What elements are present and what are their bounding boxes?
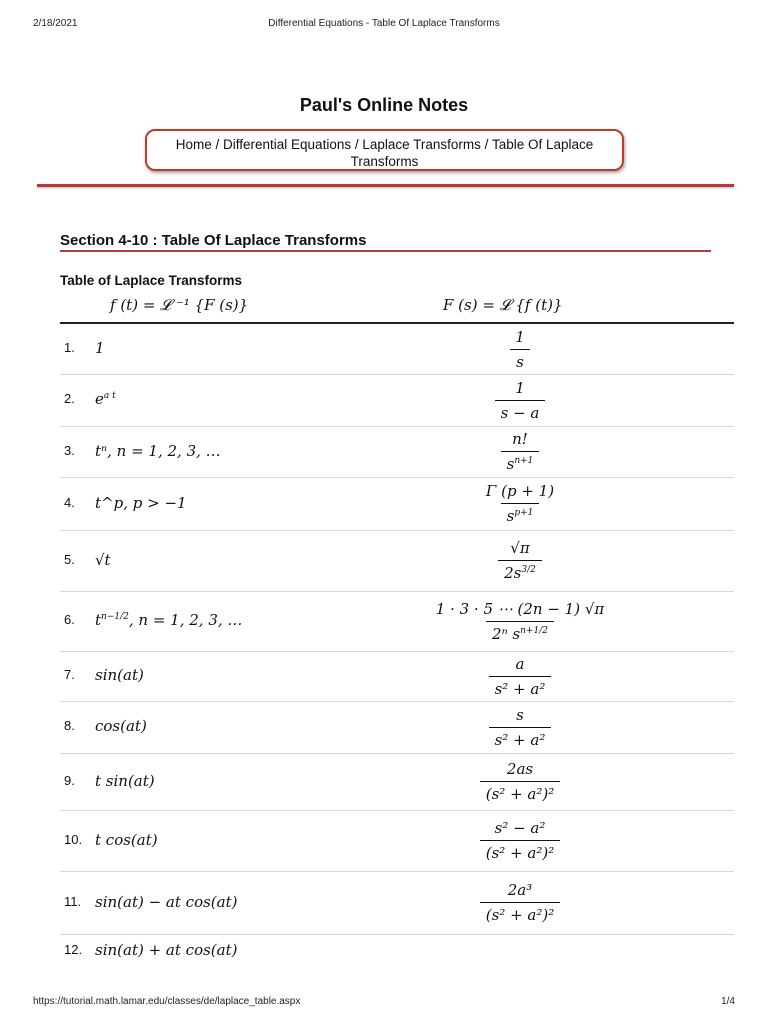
fraction-denominator: s² + a² xyxy=(489,676,552,698)
print-url: https://tutorial.math.lamar.edu/classes/de/laplace_table.aspx xyxy=(33,996,301,1007)
fs-expression xyxy=(430,426,610,477)
table-row xyxy=(60,374,734,427)
fs-expression xyxy=(430,591,610,651)
fraction xyxy=(509,328,531,371)
fraction-denominator: (s² + a²)² xyxy=(480,781,561,803)
fs-expression xyxy=(430,810,610,871)
fraction-denominator: s² + a² xyxy=(489,727,552,749)
ft-expression: $e^{a t}$ xyxy=(95,390,116,408)
fraction xyxy=(430,600,611,643)
row-number: 5. xyxy=(64,552,75,567)
print-date: 2/18/2021 xyxy=(33,18,78,29)
fraction-numerator: 1 xyxy=(515,378,525,397)
fraction-numerator: 1 · 3 · 5 ⋯ (2n − 1) √π xyxy=(435,599,605,618)
fraction-numerator: 1 xyxy=(515,327,525,346)
breadcrumb-laplace-transforms[interactable]: Laplace Transforms xyxy=(362,137,481,152)
ft-expression: $t^{n-1/2}$, n = 1, 2, 3, … xyxy=(95,611,243,629)
row-number: 4. xyxy=(64,495,75,510)
fraction-numerator: √π xyxy=(510,539,530,557)
row-number: 6. xyxy=(64,612,75,627)
ft-expression: sin(at) xyxy=(95,666,144,684)
fraction xyxy=(480,482,560,525)
fraction xyxy=(498,539,542,582)
row-number: 8. xyxy=(64,718,75,733)
print-page-number: 1/4 xyxy=(721,996,735,1007)
fraction-denominator: (s² + a²)² xyxy=(480,902,561,924)
table-row xyxy=(60,701,734,754)
fraction-denominator: s − a xyxy=(495,400,546,422)
fraction-numerator: s xyxy=(516,705,524,724)
fraction-denominator: 2ⁿ $s^{n+1/2}$ xyxy=(486,621,554,643)
fraction-numerator: n! xyxy=(512,430,528,448)
ft-expression: t sin(at) xyxy=(95,772,155,790)
fs-expression xyxy=(430,753,610,810)
breadcrumb xyxy=(145,129,624,171)
fs-expression xyxy=(430,324,610,374)
breadcrumb-separator: / xyxy=(211,137,223,152)
table-row xyxy=(60,426,734,478)
fs-expression xyxy=(430,530,610,591)
fraction-denominator: s xyxy=(510,349,530,371)
ft-expression: t cos(at) xyxy=(95,831,158,849)
breadcrumb-differential-equations[interactable]: Differential Equations xyxy=(223,137,352,152)
fs-expression xyxy=(430,651,610,701)
fraction-numerator: a xyxy=(515,654,525,673)
table-row xyxy=(60,753,734,811)
ft-expression: sin(at) − at cos(at) xyxy=(95,893,238,911)
fraction-denominator: $s^{p+1}$ xyxy=(501,503,540,525)
breadcrumb-separator: / xyxy=(480,137,492,152)
table-row xyxy=(60,530,734,592)
row-number: 12. xyxy=(64,942,83,957)
row-number: 1. xyxy=(64,340,75,355)
fraction-numerator: s² − a² xyxy=(494,819,546,837)
row-number: 7. xyxy=(64,667,75,682)
fraction xyxy=(480,819,561,862)
fraction xyxy=(480,760,561,803)
fs-expression xyxy=(430,374,610,426)
row-number: 9. xyxy=(64,773,75,788)
breadcrumb-current: Table Of Laplace Transforms xyxy=(350,137,594,169)
breadcrumb-home[interactable]: Home xyxy=(175,137,212,152)
row-number: 11. xyxy=(64,894,82,909)
table-row xyxy=(60,934,734,968)
fraction-denominator: $s^{n+1}$ xyxy=(501,451,540,473)
row-number: 10. xyxy=(64,832,83,847)
fraction-numerator: 2a³ xyxy=(507,881,533,899)
row-number: 2. xyxy=(64,391,75,406)
site-title[interactable]: Paul's Online Notes xyxy=(299,95,469,115)
fraction xyxy=(480,881,561,924)
row-number: 3. xyxy=(64,443,75,458)
ft-expression: tⁿ, n = 1, 2, 3, … xyxy=(95,442,221,460)
table-title: Table of Laplace Transforms xyxy=(60,273,243,288)
table-row xyxy=(60,651,734,702)
fs-expression xyxy=(430,477,610,530)
column-header-fs: F (s) = 𝓛 {f (t)} xyxy=(443,296,563,314)
fraction xyxy=(489,655,552,698)
fraction xyxy=(489,706,552,749)
header-divider xyxy=(37,184,734,187)
fs-expression xyxy=(430,701,610,753)
table-row xyxy=(60,591,734,652)
ft-expression: 1 xyxy=(95,339,105,357)
print-page-title: Differential Equations - Table Of Laplace Transforms xyxy=(268,18,500,29)
table-row xyxy=(60,810,734,872)
column-header-ft: f (t) = 𝓛 ⁻¹ {F (s)} xyxy=(110,296,249,314)
table-row xyxy=(60,477,734,531)
fraction xyxy=(495,379,546,422)
fraction-denominator: (s² + a²)² xyxy=(480,840,561,862)
fraction-numerator: Γ (p + 1) xyxy=(485,482,555,500)
table-row xyxy=(60,871,734,935)
section-title: Section 4-10 : Table Of Laplace Transforms xyxy=(60,232,367,249)
ft-expression: cos(at) xyxy=(95,717,147,735)
ft-expression: √t xyxy=(95,551,111,569)
section-divider xyxy=(60,250,711,252)
ft-expression: sin(at) + at cos(at) xyxy=(95,941,238,959)
fraction-numerator: 2as xyxy=(506,760,534,778)
breadcrumb-separator: / xyxy=(351,137,363,152)
ft-expression: t^p, p > −1 xyxy=(95,494,187,512)
table-row xyxy=(60,324,734,375)
fraction-denominator: $2s^{3/2}$ xyxy=(498,560,542,582)
fs-expression xyxy=(430,871,610,934)
fraction xyxy=(501,430,540,473)
